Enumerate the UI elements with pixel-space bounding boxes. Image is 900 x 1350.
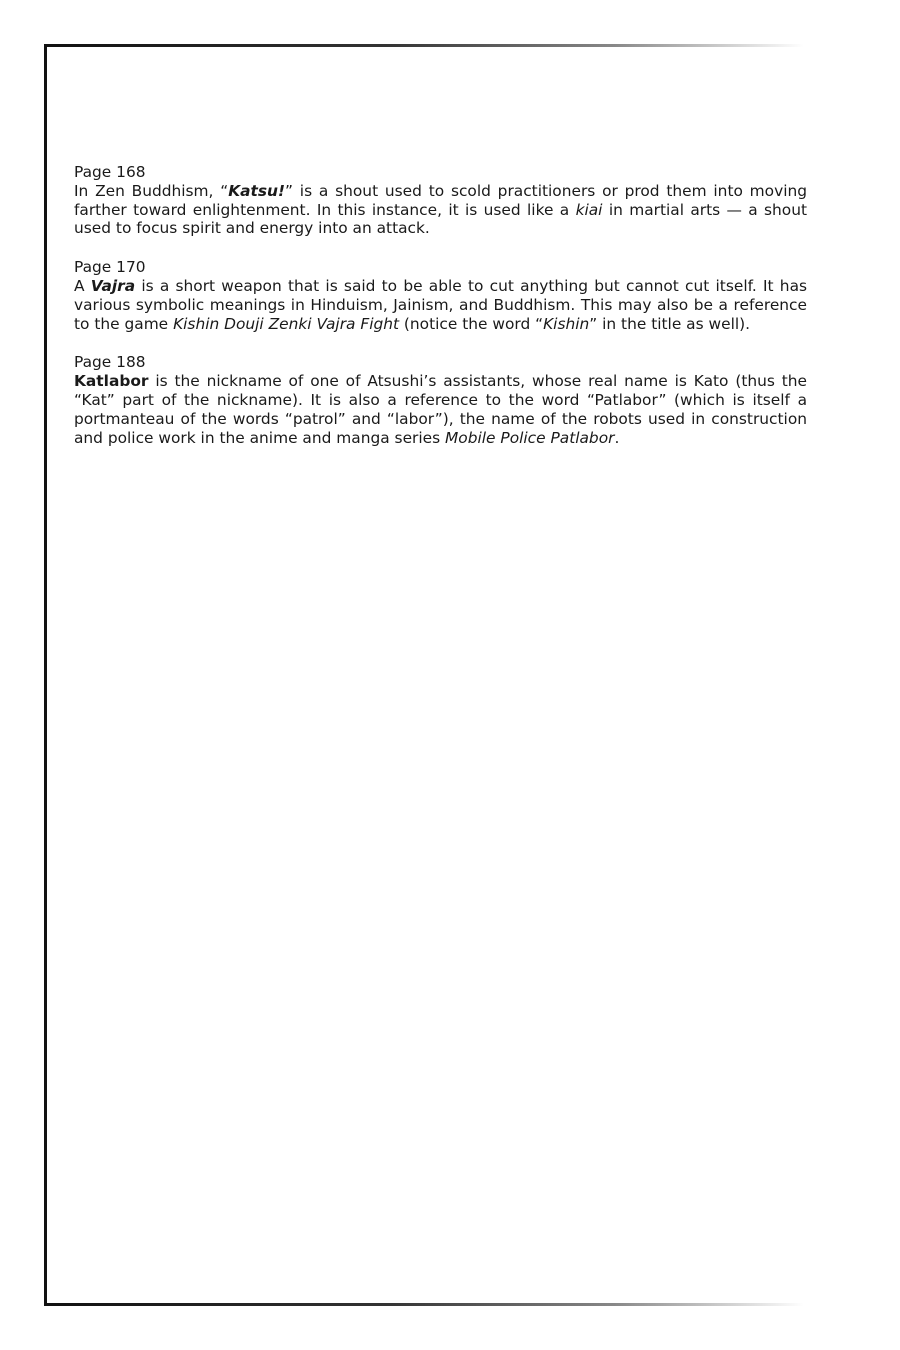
frame-left-border [44, 44, 47, 1306]
note-text-segment: In Zen Buddhism, “ [74, 181, 229, 200]
translation-notes [74, 163, 807, 467]
note-text-segment: is the nickname of one of Atsushi’s assistants, whose real name is Kato (thus the “Kat” part of the nickname). It is also a reference to the word “Patlabor” (which is itself a portmanteau of the words “patrol” and “labor”), the name of the robots used in construction and police work in the anime and manga series [74, 372, 807, 447]
note-term: kiai [575, 200, 603, 219]
note-title: Kishin Douji Zenki Vajra Fight [173, 314, 400, 333]
note-term: Katlabor [74, 372, 149, 391]
note-text [74, 372, 807, 447]
note-page-number: Page 188 [74, 353, 146, 372]
note-term: Katsu! [228, 181, 286, 200]
note-text [74, 182, 807, 238]
note-text-segment: in martial arts — a shout used to focus spirit and energy into an attack. [74, 200, 807, 238]
note-page-188 [74, 353, 807, 447]
note-title: Mobile Police Patlabor [445, 428, 615, 447]
note-term: Kishin [543, 314, 590, 333]
note-text-segment: A [74, 276, 91, 295]
note-text-segment: . [614, 428, 620, 447]
note-text-segment: (notice the word “ [399, 314, 544, 333]
frame-top-border [44, 44, 804, 47]
note-text-segment: is a short weapon that is said to be able to cut anything but cannot cut itself. It has various symbolic meanings in Hinduism, Jainism, and Buddhism. This may also be a reference to the game [74, 276, 807, 333]
note-text-segment: ” is a shout used to scold practitioners or prod them into moving farther toward enlightenment. In this instance, it is used like a [74, 181, 807, 219]
frame-bottom-border [44, 1303, 804, 1306]
note-page-168 [74, 163, 807, 238]
note-text [74, 277, 807, 333]
note-page-number: Page 168 [74, 163, 146, 181]
note-page-170 [74, 258, 807, 333]
note-term: Vajra [90, 276, 136, 295]
note-page-number: Page 170 [74, 258, 146, 277]
note-text-segment: ” in the title as well). [589, 314, 751, 333]
